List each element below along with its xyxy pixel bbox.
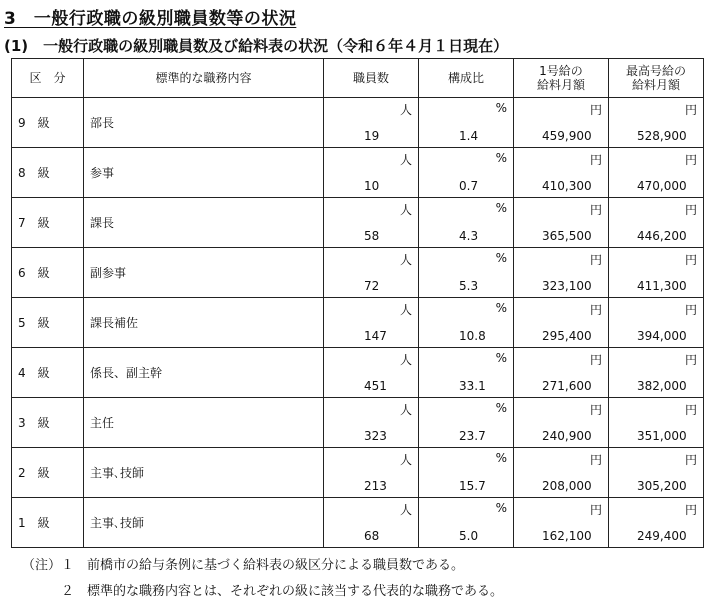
min-salary-value: 295,400	[542, 329, 592, 343]
ratio-unit: %	[495, 151, 507, 165]
duty-cell: 課長	[84, 198, 324, 248]
grade-cell	[12, 198, 84, 248]
ratio-unit: %	[495, 351, 507, 365]
table-subtitle: (1) 一般行政職の級別職員数及び給料表の状況（令和６年４月１日現在）	[4, 37, 509, 55]
min-salary-unit: 円	[589, 203, 602, 217]
staff-value: 72	[364, 279, 380, 293]
ratio-value: 5.3	[459, 279, 479, 293]
table-row	[12, 198, 704, 248]
ratio-value: 1.4	[459, 129, 479, 143]
staff-value: 19	[364, 129, 380, 143]
staff-unit: 人	[399, 203, 412, 217]
duty-cell: 主事､技師	[84, 448, 324, 498]
grade-cell	[12, 148, 84, 198]
section-title: 3 一般行政職の級別職員数等の状況	[4, 9, 297, 29]
table-row	[12, 448, 704, 498]
staff-cell	[324, 448, 419, 498]
grade-unit: 級	[37, 266, 50, 280]
ratio-value: 4.3	[459, 229, 479, 243]
note-1: （注）１ 前橋市の給与条例に基づく給料表の級区分による職員数である。	[22, 558, 465, 573]
grade-cell	[12, 398, 84, 448]
max-salary-unit: 円	[684, 453, 697, 467]
staff-unit: 人	[399, 153, 412, 167]
min-salary-cell	[514, 298, 609, 348]
max-salary-cell	[609, 98, 704, 148]
ratio-unit: %	[495, 451, 507, 465]
ratio-unit: %	[495, 101, 507, 115]
max-salary-cell	[609, 248, 704, 298]
staff-cell	[324, 198, 419, 248]
max-salary-cell	[609, 348, 704, 398]
grade-unit: 級	[37, 166, 50, 180]
staff-cell	[324, 148, 419, 198]
duty-cell: 係長、副主幹	[84, 348, 324, 398]
staff-value: 68	[364, 529, 380, 543]
grade-unit: 級	[37, 216, 50, 230]
duty-cell: 参事	[84, 148, 324, 198]
staff-unit: 人	[399, 503, 412, 517]
max-salary-unit: 円	[684, 253, 697, 267]
staff-value: 10	[364, 179, 380, 193]
grade-cell	[12, 498, 84, 548]
min-salary-value: 271,600	[542, 379, 592, 393]
grade-number: 3	[18, 416, 26, 430]
grade-number: 5	[18, 316, 26, 330]
max-salary-unit: 円	[684, 403, 697, 417]
max-salary-unit: 円	[684, 203, 697, 217]
min-salary-value: 410,300	[542, 179, 592, 193]
max-salary-cell	[609, 298, 704, 348]
table-row	[12, 398, 704, 448]
min-salary-cell	[514, 248, 609, 298]
ratio-value: 10.8	[459, 329, 486, 343]
ratio-value: 5.0	[459, 529, 479, 543]
min-salary-cell	[514, 448, 609, 498]
min-salary-cell	[514, 98, 609, 148]
grade-number: 7	[18, 216, 26, 230]
max-salary-cell	[609, 398, 704, 448]
max-salary-value: 351,000	[637, 429, 687, 443]
ratio-value: 0.7	[459, 179, 479, 193]
staff-value: 451	[364, 379, 387, 393]
duty-cell: 主任	[84, 398, 324, 448]
ratio-unit: %	[495, 201, 507, 215]
ratio-value: 23.7	[459, 429, 486, 443]
min-salary-value: 208,000	[542, 479, 592, 493]
duty-cell: 課長補佐	[84, 298, 324, 348]
staff-cell	[324, 498, 419, 548]
duty-cell: 部長	[84, 98, 324, 148]
grade-number: 4	[18, 366, 26, 380]
max-salary-value: 382,000	[637, 379, 687, 393]
grade-unit: 級	[37, 516, 50, 530]
grade-unit: 級	[37, 466, 50, 480]
staff-unit: 人	[399, 453, 412, 467]
staff-cell	[324, 398, 419, 448]
max-salary-value: 528,900	[637, 129, 687, 143]
ratio-cell	[419, 498, 514, 548]
table-row	[12, 148, 704, 198]
staff-cell	[324, 348, 419, 398]
max-salary-cell	[609, 498, 704, 548]
min-salary-value: 240,900	[542, 429, 592, 443]
ratio-cell	[419, 148, 514, 198]
grade-unit: 級	[37, 316, 50, 330]
grade-unit: 級	[37, 416, 50, 430]
staff-value: 213	[364, 479, 387, 493]
grade-unit: 級	[37, 116, 50, 130]
staff-value: 323	[364, 429, 387, 443]
min-salary-unit: 円	[589, 153, 602, 167]
staff-value: 58	[364, 229, 380, 243]
max-salary-value: 446,200	[637, 229, 687, 243]
ratio-unit: %	[495, 501, 507, 515]
min-salary-unit: 円	[589, 253, 602, 267]
max-salary-value: 470,000	[637, 179, 687, 193]
max-salary-value: 411,300	[637, 279, 687, 293]
min-salary-unit: 円	[589, 503, 602, 517]
max-salary-unit: 円	[684, 103, 697, 117]
table-row	[12, 248, 704, 298]
ratio-unit: %	[495, 401, 507, 415]
grade-number: 1	[18, 516, 26, 530]
min-salary-unit: 円	[589, 353, 602, 367]
max-salary-unit: 円	[684, 353, 697, 367]
header-row	[12, 59, 704, 98]
table-row	[12, 98, 704, 148]
duty-cell: 副参事	[84, 248, 324, 298]
ratio-cell	[419, 98, 514, 148]
duty-cell: 主事､技師	[84, 498, 324, 548]
ratio-value: 33.1	[459, 379, 486, 393]
header-ratio: 構成比	[419, 59, 514, 98]
grade-cell	[12, 298, 84, 348]
note-2: ２ 標準的な職務内容とは、それぞれの級に該当する代表的な職務である。	[22, 584, 504, 599]
grade-number: 9	[18, 116, 26, 130]
grade-cell	[12, 98, 84, 148]
ratio-cell	[419, 298, 514, 348]
staff-unit: 人	[399, 103, 412, 117]
min-salary-cell	[514, 398, 609, 448]
ratio-value: 15.7	[459, 479, 486, 493]
header-grade: 区 分	[12, 59, 84, 98]
grade-unit: 級	[37, 366, 50, 380]
min-salary-unit: 円	[589, 303, 602, 317]
grade-number: 6	[18, 266, 26, 280]
max-salary-unit: 円	[684, 303, 697, 317]
staff-unit: 人	[399, 253, 412, 267]
ratio-cell	[419, 398, 514, 448]
min-salary-cell	[514, 148, 609, 198]
header-staff: 職員数	[324, 59, 419, 98]
grade-number: 2	[18, 466, 26, 480]
ratio-unit: %	[495, 301, 507, 315]
ratio-cell	[419, 448, 514, 498]
max-salary-unit: 円	[684, 503, 697, 517]
max-salary-cell	[609, 198, 704, 248]
header-max-salary: 最高号給の 給料月額	[609, 59, 704, 98]
max-salary-cell	[609, 148, 704, 198]
min-salary-value: 459,900	[542, 129, 592, 143]
header-duty: 標準的な職務内容	[84, 59, 324, 98]
max-salary-value: 394,000	[637, 329, 687, 343]
min-salary-unit: 円	[589, 103, 602, 117]
staff-unit: 人	[399, 403, 412, 417]
min-salary-cell	[514, 498, 609, 548]
table-row	[12, 348, 704, 398]
ratio-cell	[419, 248, 514, 298]
min-salary-value: 162,100	[542, 529, 592, 543]
staff-value: 147	[364, 329, 387, 343]
min-salary-cell	[514, 198, 609, 248]
max-salary-cell	[609, 448, 704, 498]
staff-cell	[324, 98, 419, 148]
max-salary-value: 305,200	[637, 479, 687, 493]
grade-cell	[12, 448, 84, 498]
min-salary-value: 365,500	[542, 229, 592, 243]
table-row	[12, 298, 704, 348]
grade-cell	[12, 248, 84, 298]
grade-number: 8	[18, 166, 26, 180]
min-salary-value: 323,100	[542, 279, 592, 293]
header-min-salary: 1号給の 給料月額	[514, 59, 609, 98]
staff-unit: 人	[399, 303, 412, 317]
max-salary-unit: 円	[684, 153, 697, 167]
ratio-unit: %	[495, 251, 507, 265]
salary-grade-table	[11, 58, 704, 548]
grade-cell	[12, 348, 84, 398]
ratio-cell	[419, 198, 514, 248]
ratio-cell	[419, 348, 514, 398]
min-salary-unit: 円	[589, 453, 602, 467]
staff-cell	[324, 298, 419, 348]
staff-cell	[324, 248, 419, 298]
min-salary-cell	[514, 348, 609, 398]
min-salary-unit: 円	[589, 403, 602, 417]
staff-unit: 人	[399, 353, 412, 367]
max-salary-value: 249,400	[637, 529, 687, 543]
table-row	[12, 498, 704, 548]
